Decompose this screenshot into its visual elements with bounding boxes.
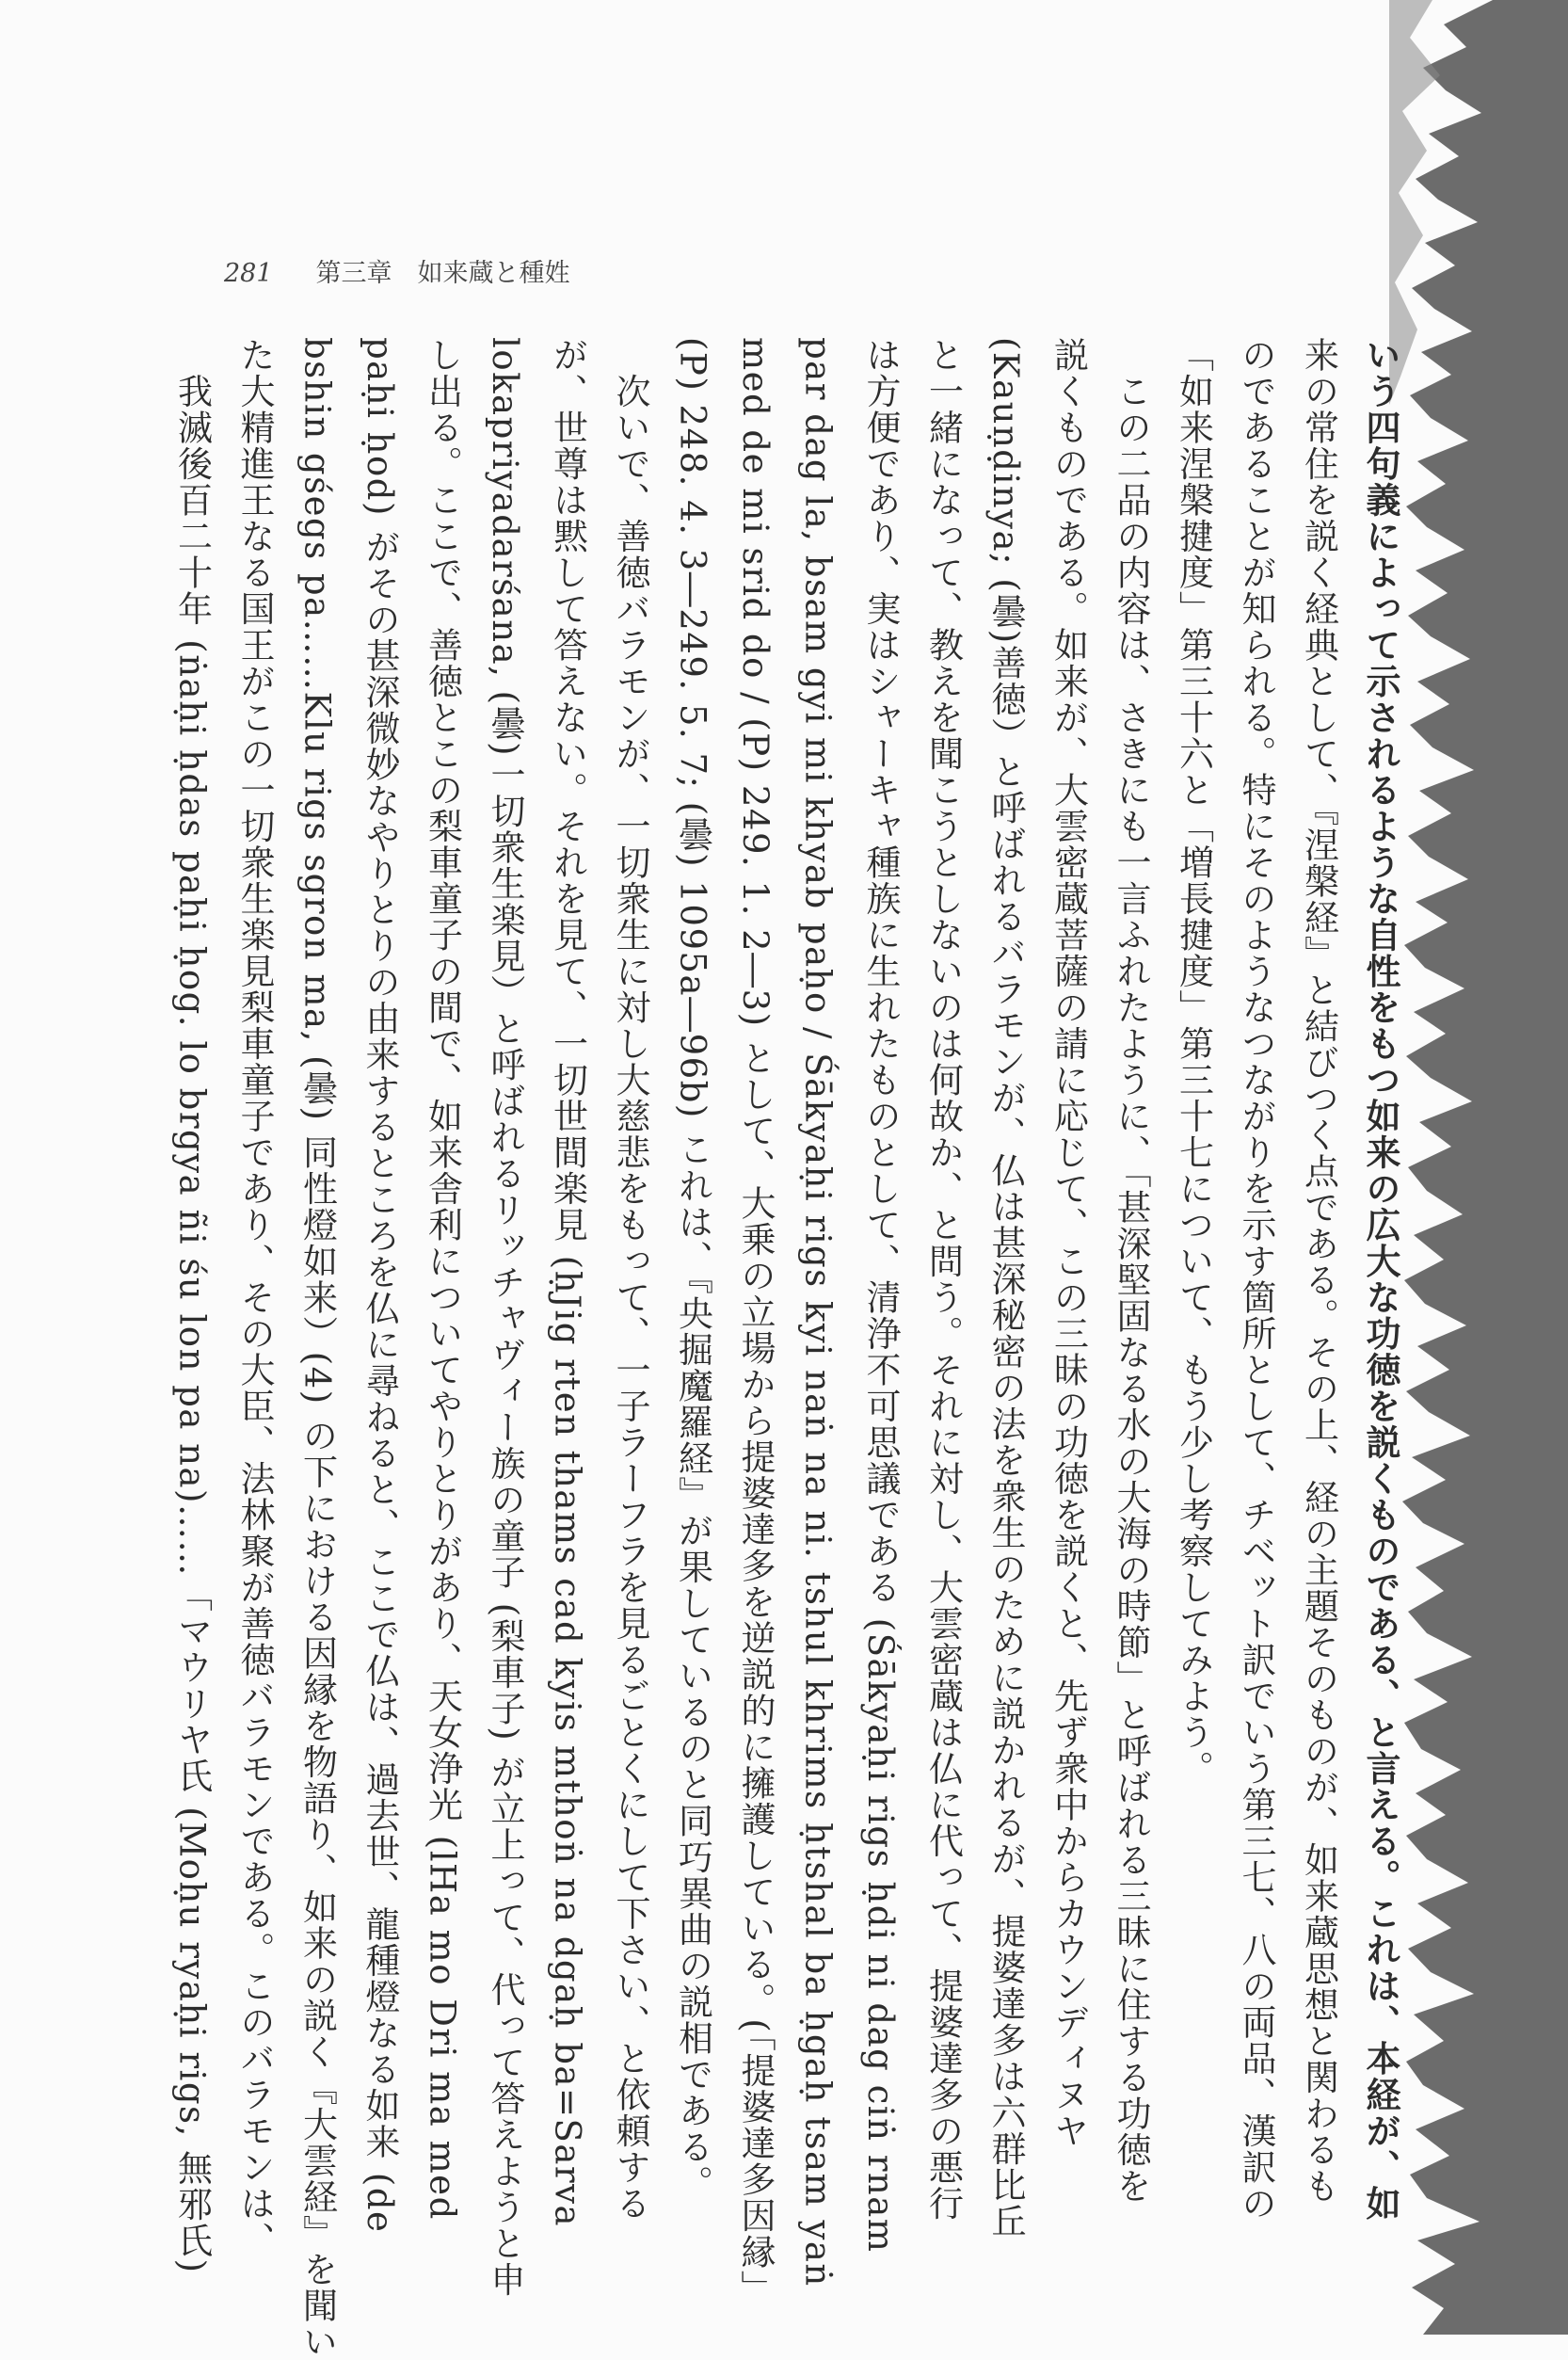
page-number: 281 (224, 259, 273, 288)
text-line: が、世尊は黙して答えない。それを見て、一切世間楽見 (ḥJig rten thams cad kyis mthoṅ na dgaḥ ba=Sarva (547, 337, 588, 2228)
text-line: paḥi ḥod) がその甚深微妙なやりとりの由来するところを仏に尋ねると、ここで仏は、過去世、龍種燈なる如来 (de (360, 337, 400, 2234)
text-line: 我滅後百二十年 (ṅaḥi ḥdas paḥi ḥog. lo brgya ñi śu lon pa na)……「マウリヤ氏 (Moḥu ryaḥi rigs, 無邪氏) (171, 337, 213, 2274)
text-line: med de mi srid do / (P) 249. 1. 2―3) として、大乗の立場から提婆達多を逆説的に擁護している。(「提婆達多因縁」 (735, 337, 776, 2306)
text-line: 来の常住を説く経典として、『涅槃経』と結びつく点である。その上、経の主題そのものが、如来蔵思想と関わるも (1298, 337, 1339, 2205)
scan-torn-edge (1389, 0, 1568, 2335)
text-line: この二品の内容は、さきにも一言ふれたように、「甚深堅固なる水の大海の時節」と呼ばれる三昧に住する功徳を (1111, 337, 1151, 2205)
body-text (171, 337, 1412, 2360)
text-line: のであることが知られる。特にそのようなつながりを示す箇所として、チベット訳でいう第三七、八の両品、漢訳の (1236, 337, 1276, 2222)
text-line: いう四句義によって示されるような自性をもつ如来の広大な功徳を説くものである、と言える。これは、本経が、如 (1360, 337, 1401, 2222)
text-line: lokapriyadarśana, (曇)一切衆生楽見）と呼ばれるリッチャヴィー族の童子 (梨車子) が立上って、代って答えようと申 (485, 337, 525, 2298)
text-line: (Kauṇḍinya; (曇)善徳）と呼ばれるバラモンが、仏は甚深秘密の法を衆生のために説かれるが、提婆達多は六群比丘 (985, 337, 1026, 2240)
text-line: は方便であり、実はシャーキャ種族に生れたものとして、清浄不可思議である (Śākyaḥi rigs ḥdi ni dag ciṅ rnam (860, 337, 901, 2254)
text-line: 説くものである。如来が、大雲密蔵菩薩の請に応じて、この三昧の功徳を説くと、先ず衆中からカウンディヌヤ (1048, 337, 1089, 2149)
text-line: た大精進王なる国王がこの一切衆生楽見梨車童子であり、その大臣、法林聚が善徳バラモンである。このバラモンは、 (234, 337, 275, 2258)
text-line: (P) 248. 4. 3―249. 5. 7; (曇) 1095a―96b) これは、『央掘魔羅経』が果しているのと同巧異曲の説相である。 (672, 337, 713, 2202)
text-line: par dag la, bsam gyi mi khyab paḥo / Śākyaḥi rigs kyi naṅ na ni. tshul khrims ḥtshal ba ḥgaḥ tsam yaṅ (797, 337, 839, 2288)
running-head (224, 252, 570, 289)
text-line: 「如来涅槃揵度」第三十六と「増長揵度」第三十七について、もう少し考察してみよう。 (1173, 337, 1214, 1787)
text-line: と一緒になって、教えを聞こうとしないのは何故か、と問う。それに対し、大雲密蔵は仏に代って、提婆達多の悪行 (922, 337, 964, 2222)
chapter-title: 第三章 如来蔵と種姓 (315, 259, 570, 288)
text-line: し出る。ここで、善徳とこの梨車童子の間で、如来舎利についてやりとりがあり、天女浄光 (lHa mo Dri ma med (422, 337, 463, 2221)
text-line: bshin gśegs pa……Klu rigs sgron ma, (曇) 同性燈如来）(4) の下における因縁を物語り、如来の説く『大雲経』を聞い (296, 337, 338, 2360)
text-line: 次いで、善徳バラモンが、一切衆生に対し大慈悲をもって、一子ラーフラを見るごとくにして下さい、と依頼する (610, 337, 650, 2222)
